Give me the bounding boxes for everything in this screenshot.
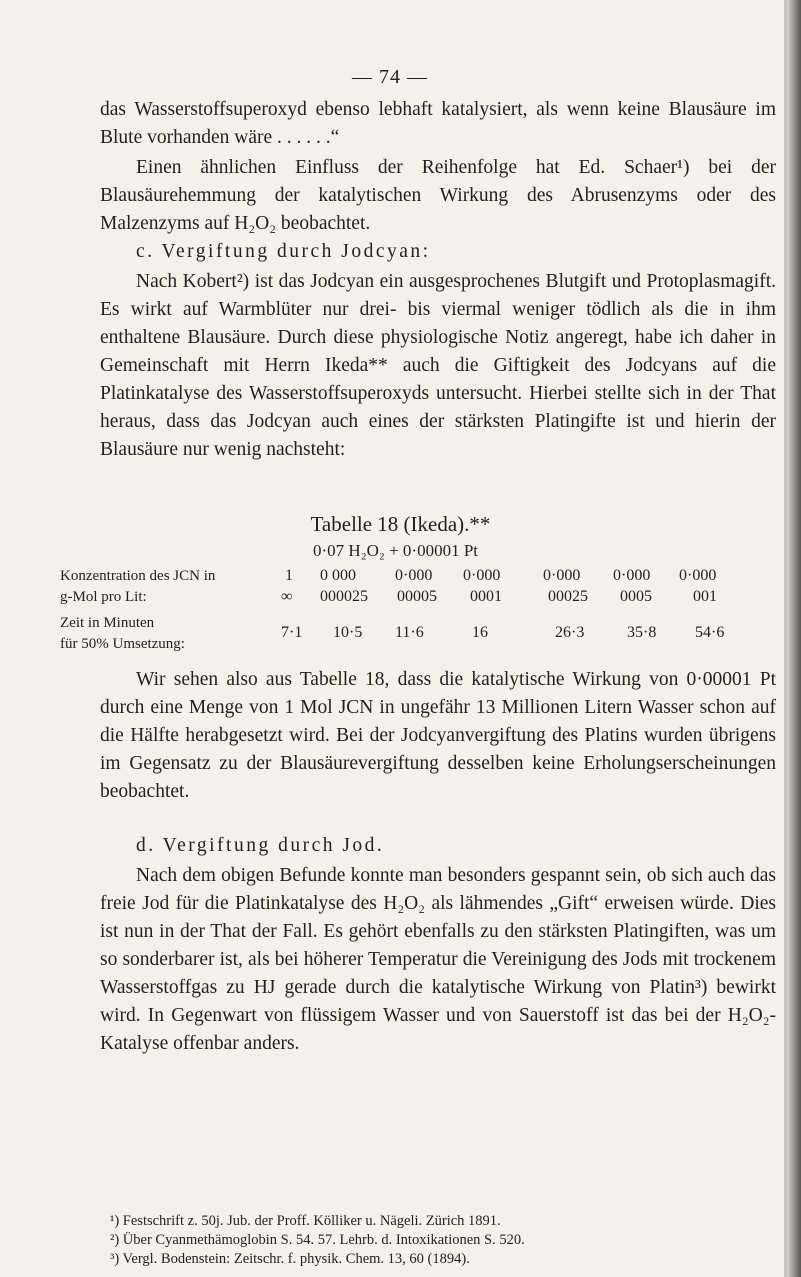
table-cell: 11·6 [395, 624, 424, 641]
paragraph-2 [100, 154, 776, 238]
section-c-heading: c. Vergiftung durch Jodcyan: [136, 241, 431, 262]
table-cell: 0 000 [320, 567, 356, 584]
table-cell: 0·000 [613, 567, 651, 584]
table-label-time: Zeit in Minuten [60, 615, 155, 631]
table-cell: 0005 [620, 588, 652, 605]
paragraph-5-text: Nach dem obigen Befunde konnte man besonders gespannt sein, ob sich auch das freie Jod für die Platinkatalyse des H₂O₂ als lähmendes „Gift“ erweisen würde. Dies ist nun in der That der Fall. Es gehört ebenfalls zu den stärksten Platingiften, was um so sonderbarer ist, als bei höherer Temperatur die Vereinigung des Jods mit trockenem Wasserstoffgas zu HJ gerade durch die katalytische Wirkung von Platin³) bewirkt wird. In Gegenwart von flüssigem Wasser und von Sauerstoff ist das bei der H₂O₂-Katalyse offenbar anders. [100, 865, 776, 1054]
table-cell: 0001 [470, 588, 502, 605]
table-label-unit: g-Mol pro Lit: [60, 589, 147, 605]
table-cell: 00025 [548, 588, 588, 605]
table-cell: 54·6 [695, 624, 725, 641]
table-cell: 0·000 [543, 567, 581, 584]
table-cell: ∞ [281, 588, 293, 605]
paragraph-1-text: das Wasserstoffsuperoxyd ebenso lebhaft katalysiert, als wenn keine Blausäure im Blute vorhanden wäre . . . . . .“ [100, 99, 776, 148]
table-title: Tabelle 18 (Ikeda).** [310, 512, 491, 536]
paragraph-3 [100, 268, 776, 464]
paragraph-3-text: Nach Kobert²) ist das Jodcyan ein ausgesprochenes Blutgift und Protoplasmagift. Es wirkt auf Warmblüter nur drei- bis viermal weniger tödlich als die in ihm enthaltene Blausäure. Durch diese physiologische Notiz angeregt, habe ich daher in Gemeinschaft mit Herrn Ikeda** auch die Giftigkeit des Jodcyans auf die Platinkatalyse des Wasserstoffsuperoxyds untersucht. Hierbei stellte sich in der That heraus, dass das Jodcyan auch eines der stärksten Platingifte ist und hierin der Blausäure nur wenig nachsteht: [100, 271, 776, 460]
table-cell: 000025 [320, 588, 368, 605]
table-cell: 00005 [397, 588, 437, 605]
page-edge-shadow [787, 0, 801, 1277]
table-cell: 001 [693, 588, 717, 605]
paragraph-4-text: Wir sehen also aus Tabelle 18, dass die katalytische Wirkung von 0·00001 Pt durch eine Menge von 1 Mol JCN in ungefähr 13 Millionen Litern Wasser schon auf die Hälfte herabgesetzt wird. Bei der Jodcyanvergiftung des Platins wurden übrigens im Gegensatz zu der Blausäurevergiftung desselben keine Erholungserscheinungen beobachtet. [100, 669, 776, 802]
table-cell: 16 [472, 624, 488, 641]
table-cell: 0·000 [463, 567, 501, 584]
paragraph-2-text: Einen ähnlichen Einfluss der Reihenfolge hat Ed. Schaer¹) bei der Blausäurehemmung der katalytischen Wirkung des Abrusenzyms oder des Malzenzyms auf H₂O₂ beobachtet. [100, 157, 776, 234]
table-formula: 0·07 H₂O₂ + 0·00001 Pt [313, 541, 478, 560]
table-label-conversion: für 50% Umsetzung: [60, 636, 185, 652]
section-d [100, 832, 776, 860]
section-c [100, 238, 776, 266]
paragraph-4 [100, 666, 776, 806]
section-d-heading: d. Vergiftung durch Jod. [136, 835, 385, 856]
table-cell: 0·000 [679, 567, 717, 584]
table-cell: 26·3 [555, 624, 585, 641]
table-label-concentration: Konzentration des JCN in [60, 568, 216, 584]
page-number: — 74 — [352, 66, 428, 88]
paragraph-1 [100, 96, 776, 152]
footnote-1: ¹) Festschrift z. 50j. Jub. der Proff. Kölliker u. Nägeli. Zürich 1891. [110, 1213, 501, 1229]
table-cell: 7·1 [281, 624, 303, 641]
footnote-2: ²) Über Cyanmethämoglobin S. 54. 57. Lehrb. d. Intoxikationen S. 520. [110, 1232, 525, 1248]
table-cell: 35·8 [627, 624, 657, 641]
table-cell: 1 [285, 567, 293, 584]
paragraph-5 [100, 862, 776, 1058]
table-cell: 10·5 [333, 624, 363, 641]
table-cell: 0·000 [395, 567, 433, 584]
footnotes [110, 1212, 770, 1269]
footnote-3: ³) Vergl. Bodenstein: Zeitschr. f. physik. Chem. 13, 60 (1894). [110, 1251, 470, 1267]
